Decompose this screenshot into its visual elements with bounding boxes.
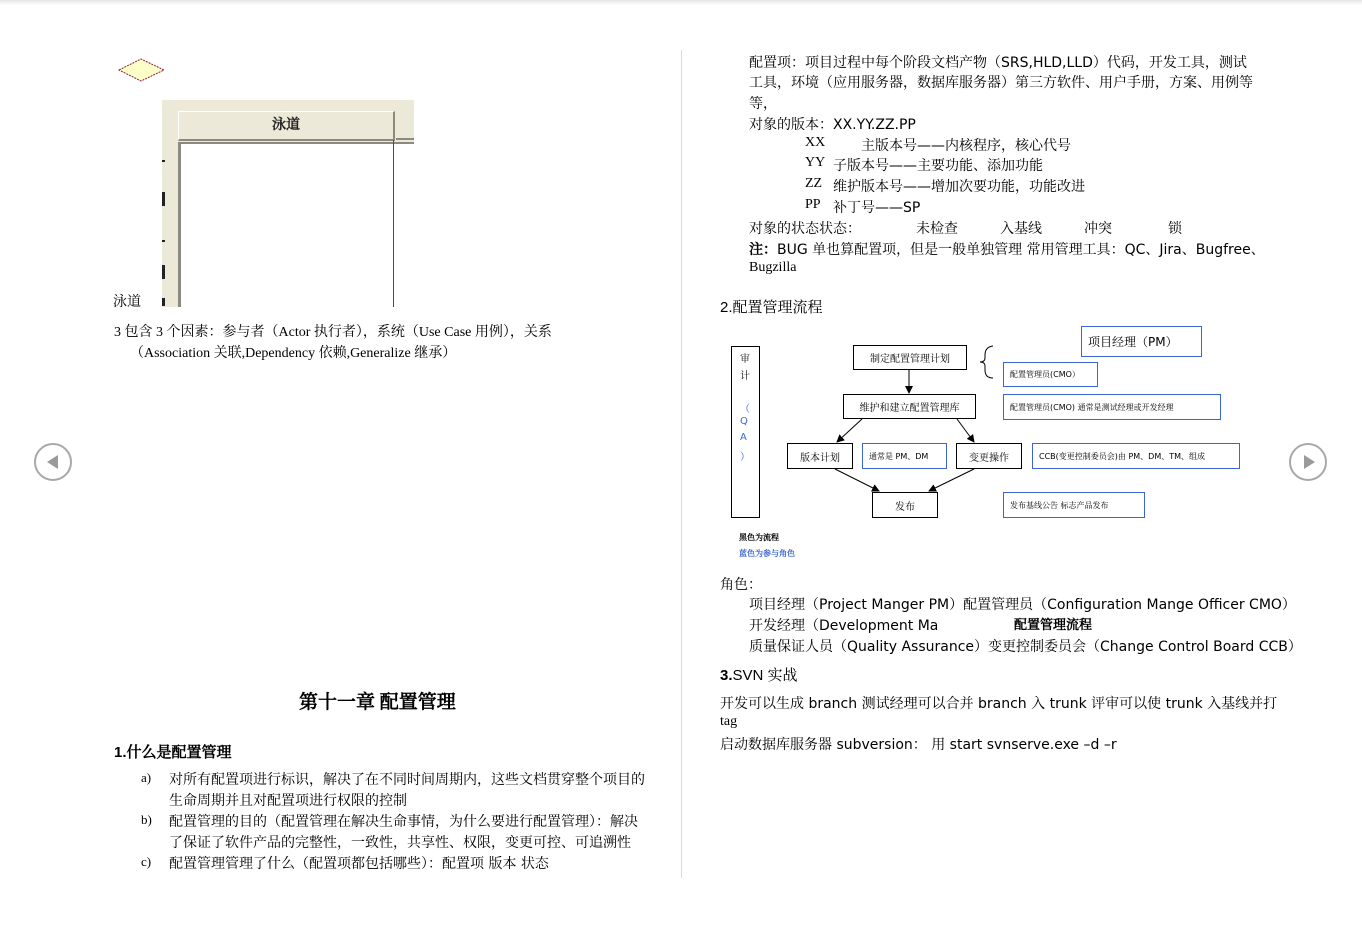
- role-note-pm-dm: 通常是 PM、DM: [862, 443, 947, 469]
- svn-line3: 启动数据库服务器 subversion： 用 start svnserve.exe –d –r: [720, 737, 1117, 753]
- role-release-note: 发布基线公告 标志产品发布: [1003, 492, 1145, 518]
- swimlane-header: 泳道: [178, 111, 395, 141]
- flow-step-version-plan: 版本计划: [787, 443, 853, 469]
- list-item-a-line1: 对所有配置项进行标识，解决了在不同时间周期内，这些文档贯穿整个项目的: [169, 772, 645, 788]
- role-project-manager: 项目经理（PM）: [1081, 326, 1202, 357]
- state-label: 对象的状态状态：: [749, 221, 861, 237]
- section1-title: 1.什么是配置管理: [114, 744, 232, 761]
- version-desc: 主版本号——内核程序，核心代号: [861, 138, 1071, 154]
- item3-line2: （Association 关联,Dependency 依赖,Generalize 继承）: [130, 346, 457, 361]
- list-marker: a): [141, 770, 152, 785]
- list-item-b-line2: 了保证了软件产品的完整性，一致性，共享性、权限，变更可控、可追溯性: [169, 835, 631, 851]
- flow-caption-overlay: 配置管理流程: [1014, 618, 1093, 633]
- item3-line1: 3 包含 3 个因素：参与者（Actor 执行者），系统（Use Case 用例），关系: [114, 325, 552, 340]
- version-desc: 子版本号——主要功能、添加功能: [833, 158, 1043, 174]
- flow-step-release: 发布: [872, 492, 938, 518]
- svn-line2: tag: [720, 714, 738, 729]
- roles-line2: 开发经理（Development Ma: [749, 618, 939, 634]
- config-items-line1: 配置项：项目过程中每个阶段文档产物（SRS,HLD,LLD）代码，开发工具，测试: [749, 55, 1247, 71]
- flow-step-plan: 制定配置管理计划: [853, 345, 967, 370]
- note-text: BUG 单也算配置项，但是一般单独管理 常用管理工具：QC、Jira、Bugfree、: [777, 242, 1265, 258]
- list-marker: c): [141, 854, 152, 869]
- state-locked: 锁: [1168, 221, 1182, 237]
- section2-title: 2.配置管理流程: [720, 299, 823, 316]
- version-code: XX: [805, 135, 826, 150]
- legend-blue: 蓝色为参与角色: [739, 549, 795, 558]
- version-code: YY: [805, 155, 826, 170]
- roles-line1: 项目经理（Project Manger PM）配置管理员（Configuration Mange Officer CMO）: [749, 597, 1296, 613]
- swimlane-caption: 泳道: [113, 294, 141, 310]
- state-baseline: 入基线: [1000, 221, 1042, 237]
- list-item-b-line1: 配置管理的目的（配置管理在解决生命事情，为什么要进行配置管理）：解决: [169, 814, 638, 830]
- chapter-title: 第十一章 配置管理: [299, 692, 456, 713]
- roles-line3: 质量保证人员（Quality Assurance）变更控制委员会（Change Control Board CCB）: [749, 639, 1302, 655]
- version-code: ZZ: [805, 176, 823, 191]
- note-label: 注：: [749, 242, 777, 258]
- state-unchecked: 未检查: [916, 221, 958, 237]
- section3-number: 3.: [720, 667, 733, 684]
- config-items-line2: 工具，环境（应用服务器，数据库服务器）第三方软件、用户手册，方案、用例等: [749, 75, 1253, 91]
- flow-step-maintain: 维护和建立配置管理库: [843, 394, 976, 419]
- note-text-2: Bugzilla: [749, 260, 797, 275]
- svn-line1: 开发可以生成 branch 测试经理可以合并 branch 入 trunk 评审可以使 trunk 入基线并打: [720, 696, 1278, 712]
- role-cmo: 配置管理员(CMO）: [1003, 362, 1098, 387]
- version-desc: 维护版本号——增加次要功能，功能改进: [833, 179, 1085, 195]
- version-code: PP: [805, 197, 821, 212]
- roles-label: 角色：: [720, 577, 762, 593]
- qa-label-char: 计: [740, 371, 750, 382]
- list-marker: b): [141, 812, 152, 827]
- qa-label-char: Q: [740, 416, 748, 427]
- qa-label-char: 审: [740, 354, 750, 365]
- section3-title: [720, 664, 798, 685]
- qa-label-char: ）: [740, 452, 750, 463]
- legend-black: 黑色为流程: [739, 533, 779, 542]
- list-item-a-line2: 生命周期并且对配置项进行权限的控制: [169, 793, 407, 809]
- config-items-line3: 等，: [749, 96, 777, 112]
- version-label: 对象的版本：XX.YY.ZZ.PP: [749, 117, 916, 133]
- role-ccb-note: CCB(变更控制委员会)由 PM、DM、TM、组成: [1032, 443, 1240, 469]
- list-item-c-line1: 配置管理管理了什么（配置项都包括哪些）：配置项 版本 状态: [169, 856, 549, 872]
- flow-step-change-op: 变更操作: [956, 443, 1022, 469]
- qa-label-char: A: [740, 432, 747, 443]
- role-cmo-note: 配置管理员(CMO) 通常是测试经理或开发经理: [1003, 394, 1221, 420]
- version-desc: 补丁号——SP: [833, 200, 921, 216]
- qa-label-char: （: [740, 404, 750, 415]
- section3-text: SVN 实战: [732, 667, 798, 684]
- state-conflict: 冲突: [1084, 221, 1112, 237]
